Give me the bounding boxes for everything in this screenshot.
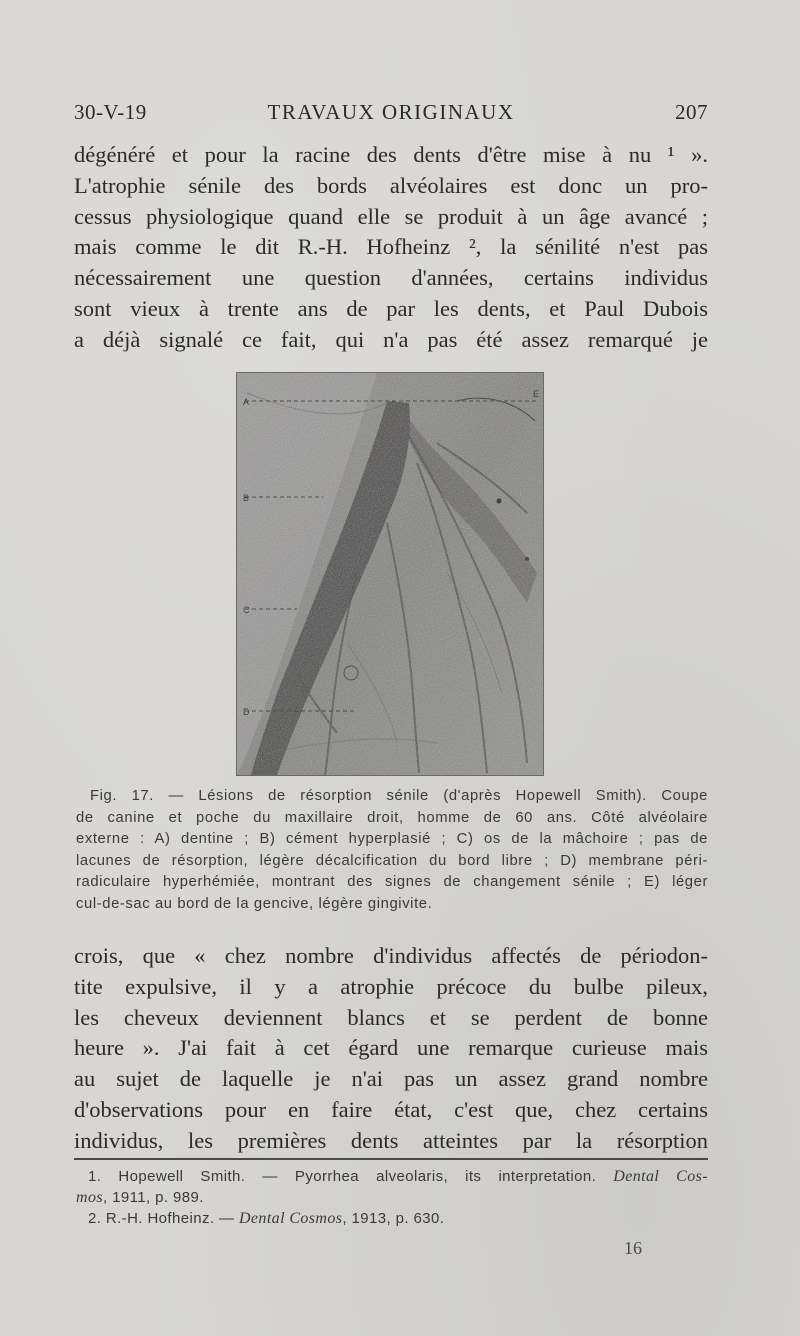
- footnotes: [76, 1166, 708, 1229]
- header-date: 30-V-19: [74, 100, 147, 124]
- caption-line: Fig. 17. — Lésions de résorption sénile (d'après Hopewell Smith). Coupe: [90, 788, 708, 804]
- caption-line: radiculaire hyperhémiée, montrant des signes de changement sénile ; E) léger: [76, 874, 708, 890]
- caption-line: lacunes de résorption, légère décalcification du bord libre ; D) membrane péri-: [76, 852, 708, 869]
- footnote-1: [76, 1166, 708, 1187]
- header-section-title: TRAVAUX ORIGINAUX: [267, 100, 515, 124]
- body-text-top: [74, 140, 708, 356]
- text-line: crois, que « chez nombre d'individus affectés de périodon-: [74, 943, 708, 968]
- header-page-number: 207: [675, 100, 708, 124]
- footnote-2-text: 2. R.-H. Hofheinz. —: [88, 1210, 235, 1227]
- text-line: heure ». J'ai fait à cet égard une remarque curieuse mais: [74, 1035, 708, 1061]
- text-line: L'atrophie sénile des bords alvéolaires est donc un pro-: [74, 172, 708, 198]
- text-line: cessus physiologique quand elle se produit à un âge avancé ;: [74, 203, 708, 229]
- running-header: [74, 100, 708, 130]
- text-line: tite expulsive, il y a atrophie précoce du bulbe pileux,: [74, 973, 708, 999]
- text-line: dégénéré et pour la racine des dents d'être mise à nu ¹ ».: [74, 142, 708, 167]
- histology-micrograph: [237, 373, 543, 775]
- signature-mark: 16: [624, 1238, 642, 1258]
- figure-caption: [76, 786, 708, 915]
- footnote-2-tail: , 1913, p. 630.: [342, 1210, 445, 1227]
- footnote-2: [76, 1208, 708, 1229]
- footnote-1-journal-cont: mos: [76, 1189, 103, 1206]
- footnote-1-tail: , 1911, p. 989.: [102, 1189, 204, 1206]
- text-line: mais comme le dit R.-H. Hofheinz ², la sénilité n'est pas: [74, 234, 708, 260]
- caption-line: cul-de-sac au bord de la gencive, légère gingivite.: [76, 895, 433, 912]
- footnote-1-journal: Dental Cos-: [613, 1168, 708, 1185]
- footnote-1-text: 1. Hopewell Smith. — Pyorrhea alveolaris, its interpretation.: [88, 1168, 597, 1185]
- footnote-divider: [74, 1158, 708, 1160]
- footnote-1-continued: [76, 1187, 708, 1208]
- caption-line: de canine et poche du maxillaire droit, homme de 60 ans. Côté alvéolaire: [76, 809, 708, 826]
- histology-figure: [236, 372, 544, 776]
- footnote-2-journal: Dental Cosmos: [238, 1210, 343, 1227]
- text-line: au sujet de laquelle je n'ai pas un assez grand nombre: [74, 1066, 708, 1092]
- text-line: sont vieux à trente ans de par les dents, et Paul Dubois: [74, 295, 708, 321]
- text-line: d'observations pour en faire état, c'est que, chez certains: [74, 1096, 708, 1122]
- caption-line: externe : A) dentine ; B) cément hyperplasié ; C) os de la mâchoire ; pas de: [76, 831, 708, 847]
- text-line: a déjà signalé ce fait, qui n'a pas été assez remarqué je: [74, 326, 708, 352]
- text-line: les cheveux deviennent blancs et se perdent de bonne: [74, 1004, 708, 1030]
- text-line: nécessairement une question d'années, certains individus: [74, 265, 708, 291]
- text-line: individus, les premières dents atteintes par la résorption: [74, 1127, 708, 1153]
- body-text-bottom: [74, 941, 708, 1157]
